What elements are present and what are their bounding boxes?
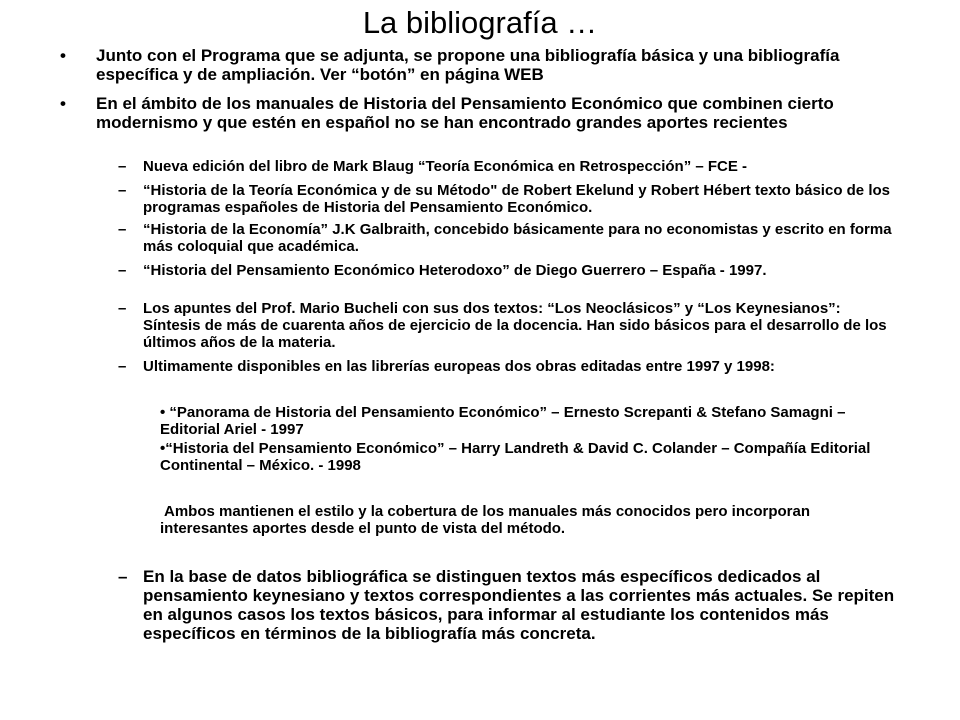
sub-sub-item-text: • “Panorama de Historia del Pensamiento Económico” – Ernesto Screpanti & Stefano Samagni – Editorial Ariel - 1997 (160, 404, 846, 438)
dash-marker: – (118, 567, 128, 586)
sub-item-text: Nueva edición del libro de Mark Blaug “Teoría Económica en Retrospección” – FCE - (143, 158, 748, 175)
sub-sub-item-text: •“Historia del Pensamiento Económico” – Harry Landreth & David C. Colander – Compañía Editorial Continental – México. - 1998 (160, 440, 871, 474)
sub-item (118, 182, 898, 216)
sub-item (118, 567, 908, 643)
sub-item-text: “Historia del Pensamiento Económico Heterodoxo” de Diego Guerrero – España - 1997. (143, 262, 767, 279)
dash-marker: – (118, 358, 127, 375)
sub-item-text: Ultimamente disponibles en las librerías europeas dos obras editadas entre 1997 y 1998: (143, 358, 775, 375)
sub-item-text: Los apuntes del Prof. Mario Bucheli con sus dos textos: “Los Neoclásicos” y “Los Keynesianos”: Síntesis de más de cuarenta años de ejercicio de la docencia. Han sido básicos para el desarrollo de los últimos años de la materia. (143, 300, 887, 351)
sub-item-text: “Historia de la Teoría Económica y de su Método" de Robert Ekelund y Robert Hébert texto básico de los programas españoles de Historia del Pensamiento Económico. (143, 182, 890, 216)
dash-marker: – (118, 182, 127, 199)
dash-marker: – (118, 221, 127, 238)
sub-item (118, 158, 898, 175)
sub-sub-item (160, 404, 880, 438)
sub-item (118, 262, 898, 279)
note-paragraph: Ambos mantienen el estilo y la cobertura de los manuales más conocidos pero incorporan interesantes aportes desde el punto de vista del método. (160, 503, 811, 537)
dash-marker: – (118, 158, 127, 175)
sub-item (118, 221, 898, 255)
slide-title: La bibliografía … (362, 5, 598, 40)
sub-item (118, 358, 898, 375)
dash-marker: – (118, 300, 127, 317)
sub-sub-item (160, 440, 880, 474)
sub-item-text: En la base de datos bibliográfica se distinguen textos más específicos dedicados al pensamiento keynesiano y textos correspondientes a las corrientes más actuales. Se repiten en algunos casos los textos básicos, para informar al estudiante los contenidos más específicos en términos de la bibliografía más concreta. (143, 567, 895, 643)
sub-item (118, 300, 898, 351)
dash-marker: – (118, 262, 127, 279)
bullet-item (60, 46, 880, 84)
bullet-item (60, 94, 880, 132)
sub-item-text: “Historia de la Economía” J.K Galbraith, concebido básicamente para no economistas y escrito en forma más coloquial que académica. (143, 221, 892, 255)
bullet-marker: • (60, 94, 66, 113)
bullet-text: En el ámbito de los manuales de Historia del Pensamiento Económico que combinen cierto modernismo y que estén en español no se han encontrado grandes aportes recientes (96, 94, 834, 132)
bullet-marker: • (60, 46, 66, 65)
bullet-text: Junto con el Programa que se adjunta, se propone una bibliografía básica y una bibliografía específica y de ampliación. Ver “botón” en página WEB (96, 46, 840, 84)
